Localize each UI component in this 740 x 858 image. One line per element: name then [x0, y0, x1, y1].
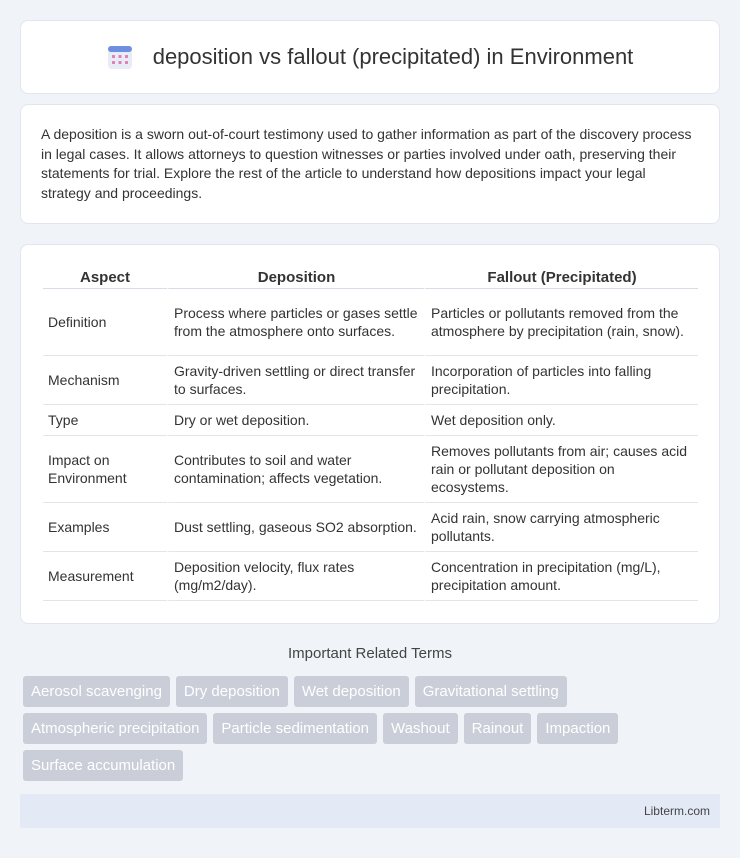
related-term-tag[interactable]: Wet deposition [294, 676, 409, 707]
footer-site-link[interactable]: Libterm.com [643, 804, 710, 818]
row-fallout: Concentration in precipitation (mg/L), precipitation amount. [424, 552, 698, 601]
table-row [43, 289, 698, 356]
row-fallout: Removes pollutants from air; causes acid rain or pollutant deposition on ecosystems. [424, 436, 698, 503]
row-deposition: Contributes to soil and water contamination; affects vegetation. [167, 436, 424, 503]
row-aspect: Definition [43, 289, 167, 356]
row-aspect: Mechanism [43, 356, 167, 405]
table-header-row [43, 267, 698, 289]
intro-text: A deposition is a sworn out-of-court testimony used to gather information as part of the discovery process in legal cases. It allows attorneys to question witnesses or parties involved under oath, preserving their statements for trial. Explore the rest of the article to understand how depositions impact your legal strategy and proceedings. [41, 126, 692, 201]
calendar-grid-icon [107, 44, 133, 70]
related-term-tag[interactable]: Atmospheric precipitation [23, 713, 207, 744]
comparison-card [20, 244, 720, 624]
comparison-table [43, 267, 698, 601]
row-fallout: Wet deposition only. [424, 405, 698, 436]
header-card [20, 20, 720, 94]
row-deposition: Process where particles or gases settle from the atmosphere onto surfaces. [167, 289, 424, 356]
row-aspect: Impact on Environment [43, 436, 167, 503]
header-deposition: Deposition [167, 267, 424, 289]
related-terms-title: Important Related Terms [288, 645, 452, 662]
row-deposition: Dry or wet deposition. [167, 405, 424, 436]
table-row [43, 503, 698, 552]
table-row [43, 436, 698, 503]
footer [20, 794, 720, 828]
row-deposition: Deposition velocity, flux rates (mg/m2/day). [167, 552, 424, 601]
header [107, 44, 634, 70]
table-row [43, 552, 698, 601]
header-fallout: Fallout (Precipitated) [424, 267, 698, 289]
intro-card [20, 104, 720, 224]
table-row [43, 356, 698, 405]
related-term-tag[interactable]: Aerosol scavenging [23, 676, 170, 707]
page-title: deposition vs fallout (precipitated) in Environment [152, 44, 634, 69]
related-term-tag[interactable]: Rainout [464, 713, 532, 744]
row-deposition: Gravity-driven settling or direct transfer to surfaces. [167, 356, 424, 405]
related-terms-list [23, 676, 723, 787]
row-aspect: Examples [43, 503, 167, 552]
related-term-tag[interactable]: Particle sedimentation [213, 713, 377, 744]
row-aspect: Type [43, 405, 167, 436]
related-term-tag[interactable]: Gravitational settling [415, 676, 567, 707]
related-term-tag[interactable]: Surface accumulation [23, 750, 183, 781]
header-aspect: Aspect [43, 267, 167, 289]
related-term-tag[interactable]: Washout [383, 713, 458, 744]
row-deposition: Dust settling, gaseous SO2 absorption. [167, 503, 424, 552]
row-aspect: Measurement [43, 552, 167, 601]
table-row [43, 405, 698, 436]
related-term-tag[interactable]: Impaction [537, 713, 618, 744]
row-fallout: Acid rain, snow carrying atmospheric pollutants. [424, 503, 698, 552]
related-term-tag[interactable]: Dry deposition [176, 676, 288, 707]
row-fallout: Particles or pollutants removed from the atmosphere by precipitation (rain, snow). [424, 289, 698, 356]
row-fallout: Incorporation of particles into falling precipitation. [424, 356, 698, 405]
